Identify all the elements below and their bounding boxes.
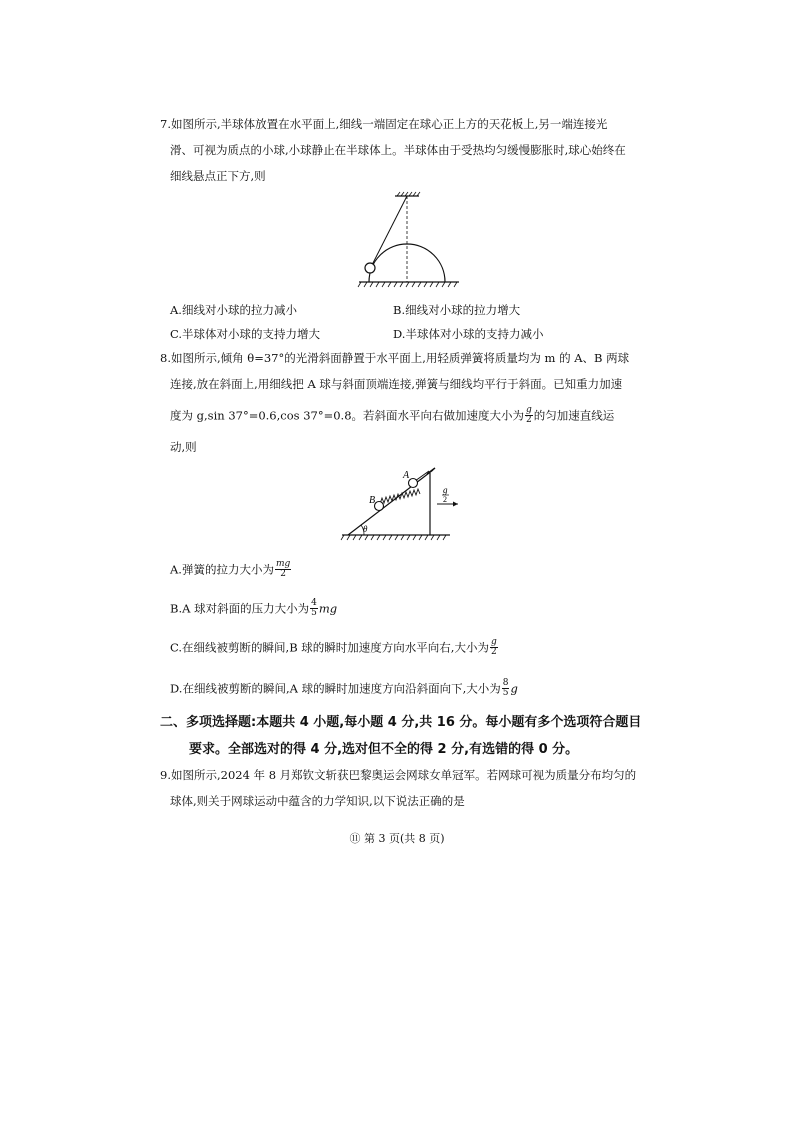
q8-stem-line4: 动,则 [170, 440, 197, 454]
fraction-denominator: 2 [526, 415, 532, 425]
q9-stem-line2: 球体,则关于网球运动中蕴含的力学知识,以下说法正确的是 [170, 794, 465, 808]
fraction-denominator: 2 [280, 569, 286, 579]
fraction-numerator: g [490, 637, 497, 647]
q8-line3-text-a: 度为 g,sin 37°=0.6,cos 37°=0.8。若斜面水平向右做加速度大小为 [170, 408, 525, 423]
q8-option-b [170, 600, 337, 619]
q8-optD-fraction [502, 679, 510, 698]
q7-hemisphere-figure [355, 192, 475, 292]
q8-line3-text-b: 的匀加速直线运 [533, 408, 615, 423]
q8-accel-fraction [525, 406, 533, 425]
fraction-denominator: 2 [490, 647, 497, 657]
q7-option-b: B.细线对小球的拉力增大 [393, 303, 521, 317]
q7-stem-line3: 细线悬点正下方,则 [170, 169, 266, 183]
q8-optB-text: B.A 球对斜面的压力大小为 [170, 601, 310, 616]
label-g: g [443, 485, 448, 495]
q8-optD-text: D.在细线被剪断的瞬间,A 球的瞬时加速度方向沿斜面向下,大小为 [170, 681, 501, 696]
section-heading-line2: 要求。全部选对的得 4 分,选对但不全的得 2 分,有选错的得 0 分。 [189, 742, 579, 757]
q8-optB-unit: mg [318, 601, 338, 616]
label-theta: θ [363, 524, 368, 534]
label-2: 2 [443, 495, 447, 504]
q8-stem-line2: 连接,放在斜面上,用细线把 A 球与斜面顶端连接,弹簧与细线均平行于斜面。已知重力加速 [170, 377, 623, 391]
fraction-denominator: 5 [311, 608, 317, 618]
q8-optB-fraction [310, 599, 318, 618]
q7-option-d: D.半球体对小球的支持力减小 [393, 327, 544, 341]
q8-optA-fraction [275, 560, 291, 579]
q8-optC-fraction [490, 638, 498, 657]
label-A: A [403, 470, 410, 481]
q8-stem-line3 [170, 407, 614, 426]
q8-optC-text: C.在细线被剪断的瞬间,B 球的瞬时加速度方向水平向右,大小为 [170, 640, 489, 655]
q8-option-d [170, 680, 518, 699]
fraction-numerator: 8 [502, 678, 509, 688]
q8-option-a [170, 561, 292, 580]
fraction-denominator: 5 [502, 688, 509, 698]
label-B: B [369, 495, 376, 506]
section-heading-line1: 二、多项选择题:本题共 4 小题,每小题 4 分,共 16 分。每小题有多个选项符合题目 [160, 715, 642, 730]
fraction-numerator: g [526, 405, 532, 415]
q7-stem-line1: 7.如图所示,半球体放置在水平面上,细线一端固定在球心正上方的天花板上,另一端连接光 [160, 117, 608, 131]
q8-optA-text: A.弹簧的拉力大小为 [170, 562, 274, 577]
q7-stem-line2: 滑、可视为质点的小球,小球静止在半球体上。半球体由于受热均匀缓慢膨胀时,球心始终在 [170, 143, 626, 157]
q7-option-a: A.细线对小球的拉力减小 [170, 303, 297, 317]
fraction-numerator: mg [275, 559, 291, 569]
page-footer: ⑪ 第 3 页(共 8 页) [349, 832, 445, 845]
fraction-numerator: 4 [311, 598, 317, 608]
q8-optD-unit: g [510, 681, 518, 696]
q7-option-c: C.半球体对小球的支持力增大 [170, 327, 321, 341]
q8-option-c [170, 639, 499, 658]
q9-stem-line1: 9.如图所示,2024 年 8 月郑钦文斩获巴黎奥运会网球女单冠军。若网球可视为质量分布均匀的 [160, 768, 637, 782]
q8-stem-line1: 8.如图所示,倾角 θ=37°的光滑斜面静置于水平面上,用轻质弹簧将质量均为 m 的 A、B 两球 [160, 351, 630, 365]
q8-incline-figure [340, 462, 470, 544]
